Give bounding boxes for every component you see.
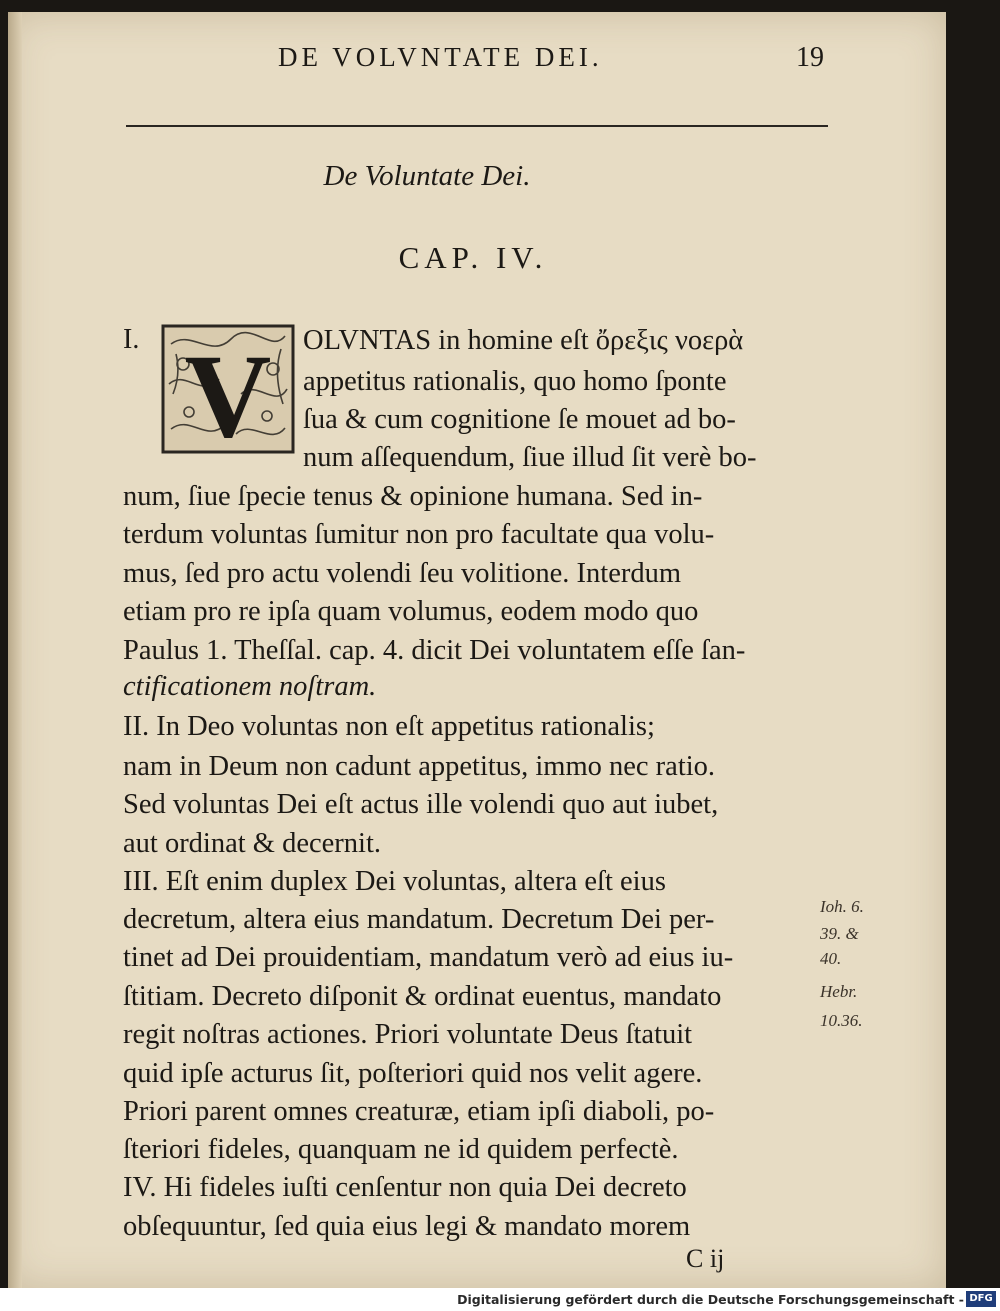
text-line: Sed voluntas Dei eſt actus ille volendi quo aut iubet,	[123, 789, 719, 820]
margin-note: 39. &	[820, 924, 859, 943]
page-number: 19	[796, 42, 824, 73]
text-line: ſteriori fideles, quanquam ne id quidem perfectè.	[123, 1134, 679, 1165]
paragraph-number: I.	[123, 324, 140, 355]
margin-note: Hebr.	[820, 982, 858, 1001]
margin-note: 10.36.	[820, 1011, 863, 1030]
text-line: OLVNTAS in homine eſt ὄρεξις νοερὰ	[303, 325, 744, 356]
text-line: obſequuntur, ſed quia eius legi & mandato morem	[123, 1211, 691, 1242]
text-line: appetitus rationalis, quo homo ſponte	[303, 366, 727, 397]
text-line: num, ſiue ſpecie tenus & opinione humana. Sed in-	[123, 481, 703, 512]
text-line: ſtitiam. Decreto diſponit & ordinat euentus, mandato	[123, 981, 722, 1012]
text-line: tinet ad Dei prouidentiam, mandatum verò ad eius iu-	[123, 942, 734, 973]
text-line: Priori parent omnes creaturæ, etiam ipſi diaboli, po-	[123, 1096, 715, 1127]
running-head: DE VOLVNTATE DEI.	[278, 42, 603, 72]
header-rule	[126, 125, 828, 127]
text-line: Paulus 1. Theſſal. cap. 4. dicit Dei voluntatem eſſe ſan-	[123, 635, 746, 666]
section-title: De Voluntate Dei.	[323, 160, 531, 192]
text-line: II. In Deo voluntas non eſt appetitus rationalis;	[123, 711, 655, 742]
margin-note: Ioh. 6.	[820, 897, 864, 916]
text-line: III. Eſt enim duplex Dei voluntas, altera eſt eius	[123, 866, 666, 897]
text-line: ſua & cum cognitione ſe mouet ad bo-	[303, 404, 736, 435]
text-line: aut ordinat & decernit.	[123, 828, 381, 859]
text-line: nam in Deum non cadunt appetitus, immo nec ratio.	[123, 751, 716, 782]
book-page	[8, 12, 946, 1288]
dfg-logo: DFG	[966, 1291, 996, 1307]
chapter-heading: CAP. IV.	[398, 240, 548, 275]
text-line: regit noſtras actiones. Priori voluntate Deus ſtatuit	[123, 1019, 693, 1050]
text-line: terdum voluntas ſumitur non pro facultate qua volu-	[123, 519, 715, 550]
text-line: ctificationem noſtram.	[123, 671, 377, 702]
ornamental-initial	[161, 324, 295, 454]
text-line: IV. Hi fideles iuſti cenſentur non quia Dei decreto	[123, 1172, 687, 1203]
text-line: mus, ſed pro actu volendi ſeu volitione. Interdum	[123, 558, 682, 589]
dropcap-letter: V	[184, 329, 272, 454]
text-line: etiam pro re ipſa quam volumus, eodem modo quo	[123, 596, 699, 627]
text-line: quid ipſe acturus ſit, poſteriori quid nos velit agere.	[123, 1058, 703, 1089]
text-line: decretum, altera eius mandatum. Decretum Dei per-	[123, 904, 715, 935]
text-line: num aſſequendum, ſiue illud ſit verè bo-	[303, 442, 757, 473]
page-gutter-edge	[8, 12, 22, 1288]
funding-credit: Digitalisierung gefördert durch die Deutsche Forschungsgemeinschaft -	[457, 1292, 964, 1307]
margin-note: 40.	[820, 949, 842, 968]
signature-mark: C ij	[686, 1244, 725, 1273]
